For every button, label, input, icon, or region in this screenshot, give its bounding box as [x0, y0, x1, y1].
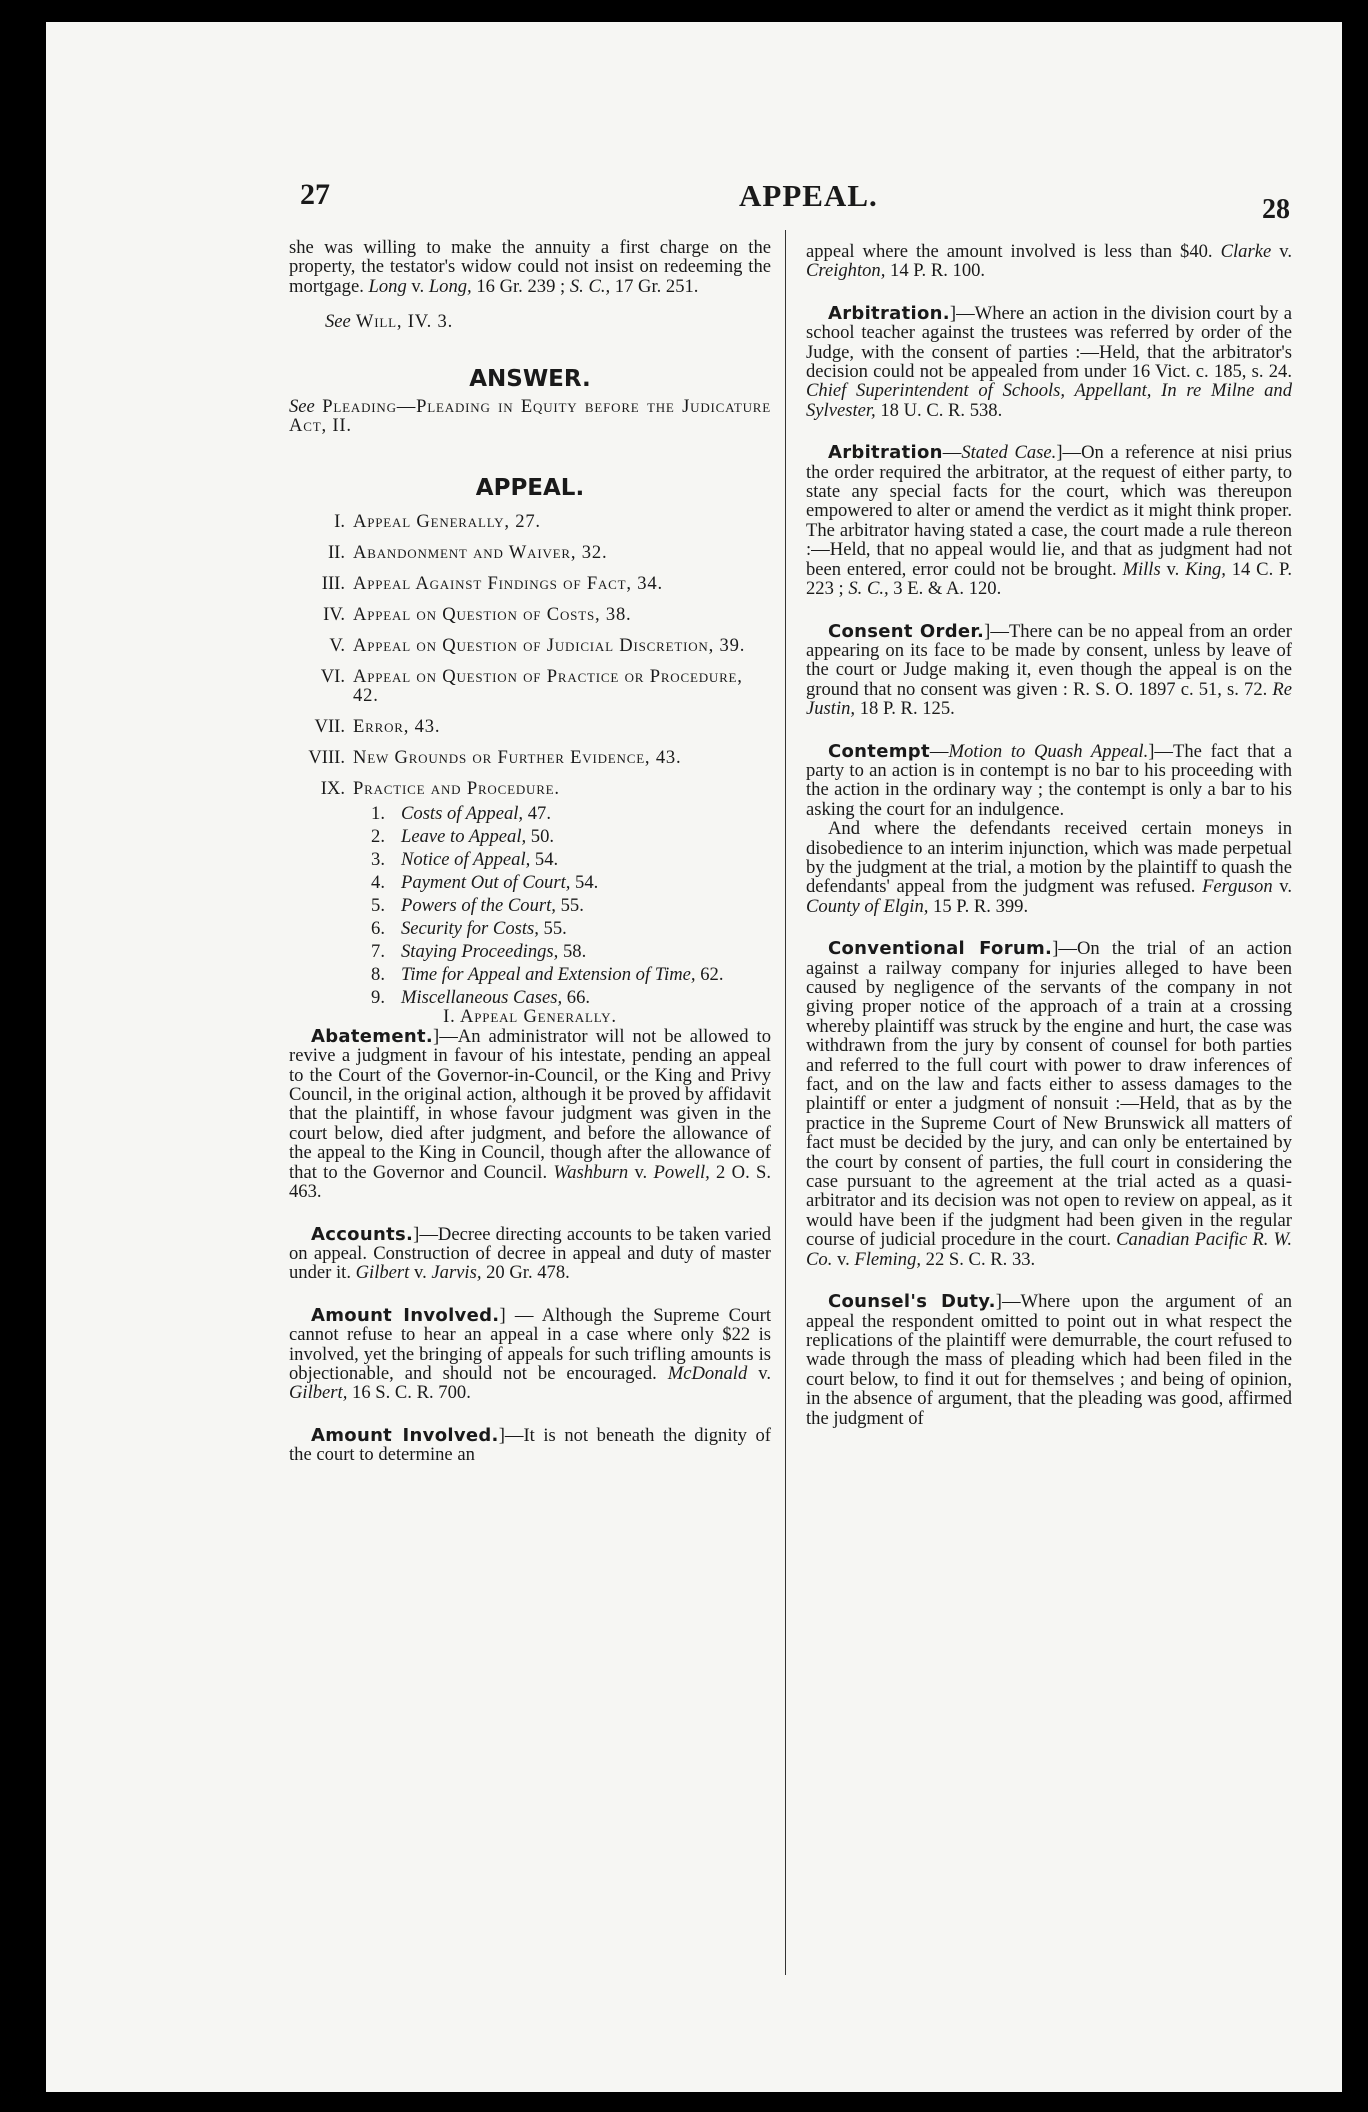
sub-page: 54. — [530, 849, 559, 871]
entry-headword: Abatement. — [311, 1025, 433, 1047]
left-column — [289, 238, 771, 1465]
case-name: Gilbert — [355, 1262, 410, 1284]
sub-num: 7. — [371, 941, 385, 963]
sub-outline-item — [289, 850, 771, 869]
see-will-xref — [289, 312, 771, 331]
case-name: Creighton, — [806, 260, 886, 282]
outline-text: Appeal Against Findings of Fact, 34. — [353, 573, 663, 595]
topic-outline — [289, 512, 771, 1007]
entry-text: ] — Although the Supreme Court cannot refuse to hear an appeal in a case where only $22 is involved, yet the bringing of appeals for such trifling amounts is objectionable, and should not be encouraged. — [289, 1304, 771, 1384]
sub-text: Powers of the Court, — [401, 895, 556, 917]
entry-text: ]—On a reference at nisi prius the order required the arbitrator, at the request of either party, to state any special facts for the court, which was thereupon empowered to alter or amend the verdict as it might think proper. The arbitrator having stated a case, the court made a rule thereon :—Held, that no appeal would lie, and that as judgment had not been entered, error could not be brought. — [806, 442, 1292, 580]
entry-contempt — [806, 742, 1292, 820]
case-name: Ferguson — [1202, 876, 1273, 898]
outline-num: VI. — [320, 666, 345, 688]
continued-entry — [289, 238, 771, 296]
outline-item — [289, 512, 771, 531]
citation-sc: S. C., — [848, 578, 889, 600]
case-name: Gilbert, — [289, 1382, 348, 1404]
entry-headword: Arbitration. — [828, 302, 950, 324]
entry-headword: Amount Involved. — [311, 1424, 499, 1446]
citation: 18 P. R. 125. — [855, 698, 955, 720]
case-sep: v. — [1271, 241, 1292, 262]
sub-outline-item — [289, 965, 771, 984]
outline-text: Appeal Generally, 27. — [353, 511, 541, 533]
entry-text: ]—Decree directing accounts to be taken varied on appeal. Construction of decree in appeal and duty of master under it. — [289, 1223, 771, 1284]
sub-page: 54. — [570, 872, 599, 894]
citation: 20 Gr. 478. — [481, 1262, 570, 1284]
entry-arbitration-stated-case — [806, 443, 1292, 598]
see-label: See — [325, 311, 351, 333]
entry-dash: — — [929, 740, 949, 762]
sub-num: 6. — [371, 918, 385, 940]
outline-text: Appeal on Question of Practice or Procedure, 42. — [353, 666, 743, 707]
sub-text: Costs of Appeal, — [401, 803, 524, 825]
case-name: McDonald — [667, 1362, 748, 1384]
see-label: See — [289, 396, 315, 418]
sub-text: Security for Costs, — [401, 918, 539, 940]
xref-text: Will, IV. 3. — [350, 311, 454, 333]
citation: 16 Gr. 239 ; — [471, 275, 570, 297]
entry-headword: Counsel's Duty. — [828, 1291, 996, 1313]
sub-num: 5. — [371, 895, 385, 917]
case-sep: v. — [628, 1161, 654, 1183]
entry-subhead: Stated Case. — [961, 442, 1057, 464]
case-name: Fleming, — [854, 1248, 922, 1270]
sub-text: Notice of Appeal, — [401, 849, 531, 871]
sub-page: 47. — [523, 803, 551, 825]
sub-outline-item — [289, 873, 771, 892]
outline-text: Practice and Procedure. — [353, 778, 560, 800]
sub-num: 9. — [371, 987, 385, 1009]
sub-outline-item — [289, 919, 771, 938]
sub-outline-item — [289, 988, 771, 1007]
outline-item — [289, 779, 771, 1007]
entry-text: appeal where the amount involved is less than $40. — [806, 241, 1221, 262]
case-name: King, — [1185, 558, 1226, 580]
case-sep: v. — [409, 1262, 432, 1284]
column-rule — [785, 230, 786, 1975]
case-sep: v. — [406, 275, 429, 297]
answer-title: ANSWER. — [469, 365, 591, 392]
case-sep: v. — [1272, 876, 1293, 898]
entry-accounts — [289, 1225, 771, 1283]
entry-text: ]—Where an action in the division court by a school teacher against the trustees was referred by order of the Judge, with the consent of parties :—Held, that the arbitrator's decision could not be appealed from under 16 Vict. c. 185, s. 24. — [806, 302, 1292, 383]
outline-num: VII. — [314, 716, 345, 738]
citation: 15 P. R. 399. — [928, 895, 1029, 917]
sub-num: 1. — [371, 803, 385, 825]
sub-page: 55. — [538, 918, 567, 940]
case-name: Clarke — [1220, 241, 1272, 262]
entry-headword: Contempt — [828, 740, 930, 762]
case-name: Washburn — [553, 1161, 629, 1183]
sub-num: 3. — [371, 849, 385, 871]
outline-text: New Grounds or Further Evidence, 43. — [353, 747, 682, 769]
outline-item — [289, 717, 771, 736]
outline-item — [289, 748, 771, 767]
entry-text: And where the defendants received certain moneys in disobedience to an interim injunction, which was made perpetual by the judgment at the trial, a motion by the plaintiff to quash the defendants' appeal from the judgment was refused. — [806, 818, 1292, 898]
entry-text: ]—Where upon the argument of an appeal the respondent omitted to point out in what respect the replications of the plaintiff were demurrable, the court refused to wade through the mass of pleading which had been filed in the court below, to find it out for themselves ; and being of opinion, in the absence of argument, that the pleading was good, affirmed the judgment of — [806, 1291, 1292, 1429]
outline-num: III. — [321, 573, 345, 595]
citation: 3 E. & A. 120. — [888, 578, 1002, 600]
entry-subhead: Motion to Quash Appeal. — [948, 740, 1149, 762]
page-number-right: 28 — [1262, 194, 1290, 225]
entry-text: she was willing to make the annuity a first charge on the property, the testator's widow could not insist on redeeming the mortgage. — [289, 237, 771, 297]
sub-page: 66. — [562, 987, 591, 1009]
case-name: Long — [368, 275, 407, 297]
entry-headword: Conventional Forum. — [828, 938, 1053, 960]
outline-text: Appeal on Question of Judicial Discretion, 39. — [353, 635, 746, 657]
case-sep: v. — [832, 1248, 855, 1270]
citation: 14 C. P. 223 ; — [806, 558, 1292, 600]
sub-text: Time for Appeal and Extension of Time, — [401, 964, 696, 986]
sub-num: 8. — [371, 964, 385, 986]
entry-counsels-duty — [806, 1292, 1292, 1428]
sub-page: 62. — [695, 964, 724, 986]
outline-text: Appeal on Question of Costs, 38. — [353, 604, 632, 626]
citation-sc: S. C., — [569, 275, 611, 297]
entry-consent-order — [806, 622, 1292, 719]
outline-item — [289, 574, 771, 593]
case-sep: v. — [747, 1362, 771, 1384]
sub-outline-item — [289, 827, 771, 846]
appeal-title: APPEAL. — [475, 475, 585, 502]
entry-text: ]—On the trial of an action against a railway company for injuries alleged to have been caused by negligence of the servants of the company in not giving proper notice of the approach of a train at a crossing whereby plaintiff was struck by the engine and hurt, the case was withdrawn from the jury by consent of counsel for both parties and referred to the full court with power to draw inferences of fact, and on the law and facts either to assess damages to the plaintiff or enter a judgment of nonsuit :—Held, that as by the practice in the Supreme Court of New Brunswick all matters of fact must be decided by the jury, and can only be entertained by the court by consent of parties, the full court in considering the case pursuant to the agreement at the trial acted as a quasi-arbitrator and its decision was not open to review on appeal, as it would have been if the judgment had been given in the regular course of judicial procedure in the court. — [806, 938, 1292, 1251]
page-number-left: 27 — [300, 178, 330, 211]
sub-num: 4. — [371, 872, 385, 894]
outline-text: Error, 43. — [353, 716, 441, 738]
citation: 18 U. C. R. 538. — [875, 399, 1003, 421]
outline-item — [289, 543, 771, 562]
running-head: APPEAL. — [739, 178, 878, 213]
answer-xref — [289, 397, 771, 435]
sub-outline — [289, 804, 771, 1007]
entry-abatement — [289, 1027, 771, 1202]
citation: 16 S. C. R. 700. — [347, 1382, 471, 1404]
entry-headword: Consent Order. — [828, 620, 985, 642]
entry-arbitration — [806, 304, 1292, 420]
citation: 17 Gr. 251. — [610, 275, 699, 297]
case-name: Long, — [428, 275, 472, 297]
right-column — [806, 242, 1292, 1428]
case-name: Canadian Pacific R. W. Co. — [806, 1229, 1292, 1270]
case-name: Re Justin, — [806, 678, 1292, 720]
outline-num: I. — [334, 511, 345, 533]
sub-text: Payment Out of Court, — [401, 872, 571, 894]
entry-text: ]—The fact that a party to an action is in contempt is no bar to his proceeding with the action in the ordinary way ; the contempt is only a bar to his asking the court for an indulgence. — [806, 740, 1292, 820]
citation: 2 O. S. 463. — [289, 1161, 771, 1203]
sub-page: 58. — [558, 941, 587, 963]
sub-page: 50. — [526, 826, 555, 848]
outline-item — [289, 667, 771, 705]
citation: 14 P. R. 100. — [885, 260, 986, 282]
sub-outline-item — [289, 896, 771, 915]
entry-dash: — — [942, 442, 962, 464]
sub-text: Leave to Appeal, — [401, 826, 527, 848]
case-sep: v. — [1160, 558, 1186, 580]
outline-num: V. — [329, 635, 345, 657]
case-name: County of Elgin, — [806, 895, 929, 917]
entry-headword: Arbitration — [828, 442, 943, 464]
outline-item — [289, 636, 771, 655]
entry-text: ]—An administrator will not be allowed to revive a judgment in favour of his intestate, pending an appeal to the Court of the Governor-in-Council, or the King and Privy Council, in the original action, although it be proved by affidavit that the plaintiff, in whose favour judgment was given in the court below, died after judgment, and before the allowance of the appeal to the King in Council, though after the allowance of that to the Governor and Council. — [289, 1025, 771, 1183]
outline-num: IX. — [320, 778, 345, 800]
sub-page: 55. — [555, 895, 584, 917]
entry-headword: Accounts. — [311, 1223, 414, 1245]
sub-outline-item — [289, 804, 771, 823]
case-name: Powell, — [653, 1161, 710, 1183]
outline-num: IV. — [323, 604, 345, 626]
xref-text: Pleading—Pleading in Equity before the Judicature Act, II. — [289, 396, 771, 437]
entry-text: ]—It is not beneath the dignity of the court to determine an — [289, 1424, 771, 1466]
sub-text: Miscellaneous Cases, — [401, 987, 563, 1009]
case-name: Mills — [1122, 558, 1161, 580]
outline-num: VIII. — [308, 747, 345, 769]
continued-entry — [806, 242, 1292, 281]
entry-amount-involved — [289, 1306, 771, 1403]
entry-conventional-forum — [806, 939, 1292, 1269]
entry-headword: Amount Involved. — [311, 1304, 500, 1326]
entry-amount-involved-2 — [289, 1426, 771, 1465]
case-name: Chief Superintendent of Schools, Appellant, In re Milne and Sylvester, — [806, 380, 1292, 421]
sub-text: Staying Proceedings, — [401, 941, 559, 963]
sub-outline-item — [289, 942, 771, 961]
outline-num: II. — [327, 542, 345, 564]
case-name: Jarvis, — [431, 1262, 482, 1284]
section-heading: I. Appeal Generally. — [443, 1006, 617, 1028]
entry-text: ]—There can be no appeal from an order appearing on its face to be made by consent, unless by leave of the court or Judge making it, even though the appeal is on the ground that no consent was given : R. S. O. 1897 c. 51, s. 72. — [806, 620, 1292, 700]
outline-text: Abandonment and Waiver, 32. — [353, 542, 608, 564]
outline-item — [289, 605, 771, 624]
entry-contempt-cont — [806, 819, 1292, 916]
sub-num: 2. — [371, 826, 385, 848]
citation: 22 S. C. R. 33. — [921, 1248, 1036, 1270]
